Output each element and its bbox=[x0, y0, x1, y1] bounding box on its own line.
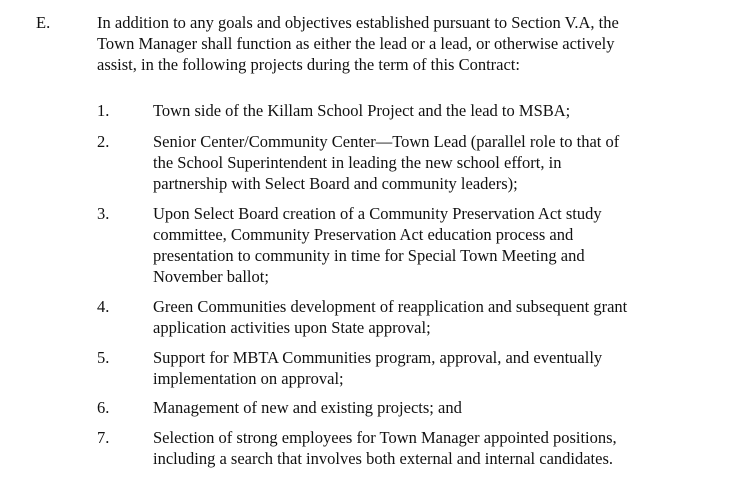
list-item-number: 2. bbox=[97, 132, 110, 151]
list-item-number: 3. bbox=[97, 204, 110, 223]
list-item-number: 1. bbox=[97, 101, 110, 120]
list-item-text: Support for MBTA Communities program, approval, and eventually implementation on approval; bbox=[153, 348, 603, 388]
list-item-text: Green Communities development of reapplication and subsequent grant application activities upon State approval; bbox=[153, 297, 628, 337]
section-intro-paragraph: In addition to any goals and objectives established pursuant to Section V.A, the Town Manager shall function as either the lead or a lead, or otherwise actively assist, in the following projects during the term of this Contract: bbox=[97, 13, 619, 74]
list-item-number: 4. bbox=[97, 297, 110, 316]
list-item-number: 7. bbox=[97, 428, 110, 447]
section-letter: E. bbox=[36, 13, 51, 32]
list-item-number: 6. bbox=[97, 398, 110, 417]
list-item-text: Upon Select Board creation of a Community Preservation Act study committee, Community Preservation Act education process and presentation to community in time for Special Town Meeting and November ballot; bbox=[153, 204, 602, 286]
list-item-text: Selection of strong employees for Town Manager appointed positions, including a search that involves both external and internal candidates. bbox=[153, 428, 617, 468]
list-item-number: 5. bbox=[97, 348, 110, 367]
list-item-text: Management of new and existing projects; and bbox=[153, 398, 462, 417]
list-item-text: Senior Center/Community Center—Town Lead (parallel role to that of the School Superintendent in leading the new school effort, in partnership with Select Board and community leaders); bbox=[153, 132, 620, 193]
list-item-text: Town side of the Killam School Project and the lead to MSBA; bbox=[153, 101, 571, 120]
